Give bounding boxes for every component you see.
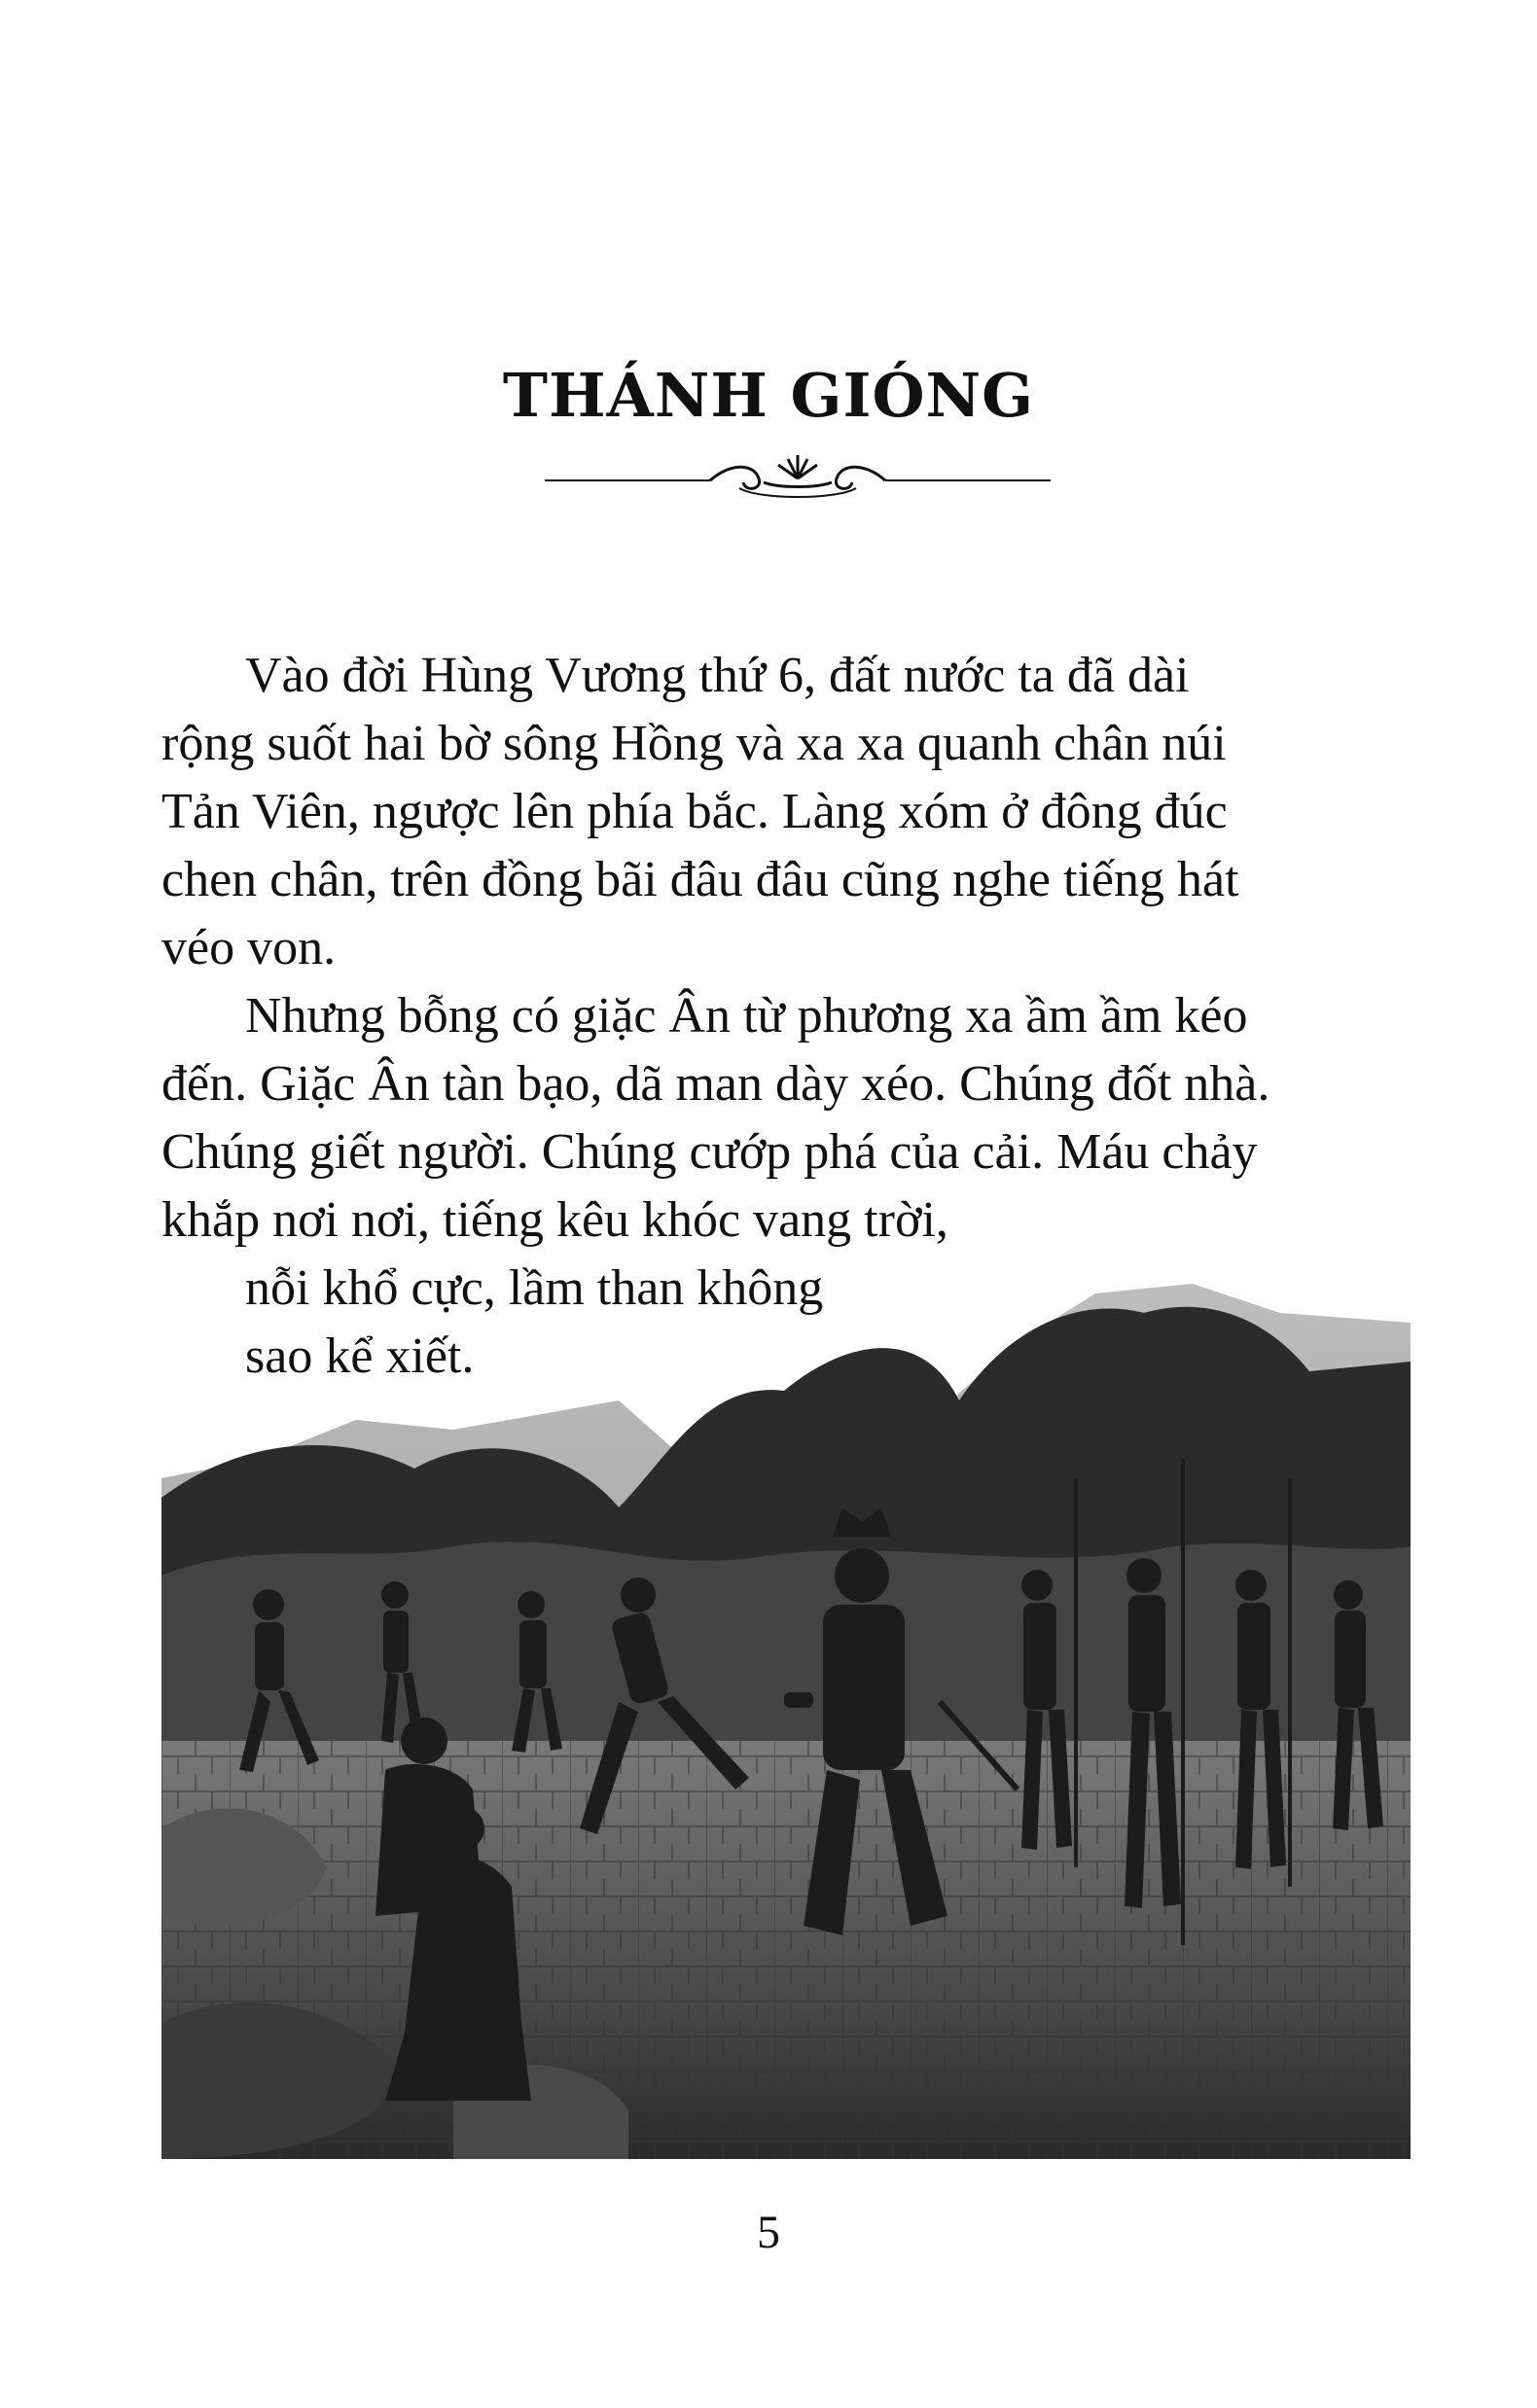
page-title: THÁNH GIÓNG — [502, 360, 1035, 431]
text-line: Nhưng bỗng có giặc Ân từ phương xa ầm ầm kéo — [245, 988, 1248, 1044]
text-line: chen chân, trên đồng bãi đâu đâu cũng nghe tiếng hát — [161, 852, 1239, 907]
text-line: rộng suốt hai bờ sông Hồng và xa xa quanh chân núi — [161, 716, 1227, 771]
text-line: sao kể xiết. — [245, 1328, 475, 1384]
text-line: đến. Giặc Ân tàn bạo, dã man dày xéo. Chúng đốt nhà. — [161, 1056, 1270, 1112]
text-line: Tản Viên, ngược lên phía bắc. Làng xóm ở đông đúc — [161, 784, 1228, 839]
text-line: nỗi khổ cực, lầm than không — [245, 1260, 824, 1316]
text-line: véo von. — [161, 920, 337, 975]
text-line: Vào đời Hùng Vương thứ 6, đất nước ta đã dài — [245, 648, 1190, 703]
illustration-image — [161, 1284, 1411, 2159]
text-line: Chúng giết người. Chúng cướp phá của cải. Máu chảy — [161, 1124, 1258, 1180]
floral-divider-icon — [545, 449, 1051, 508]
paragraph-1 — [161, 642, 1397, 982]
text-line: khắp nơi nơi, tiếng kêu khóc vang trời, — [161, 1192, 948, 1248]
page-number: 5 — [757, 2207, 780, 2258]
story-text — [161, 642, 1397, 1391]
